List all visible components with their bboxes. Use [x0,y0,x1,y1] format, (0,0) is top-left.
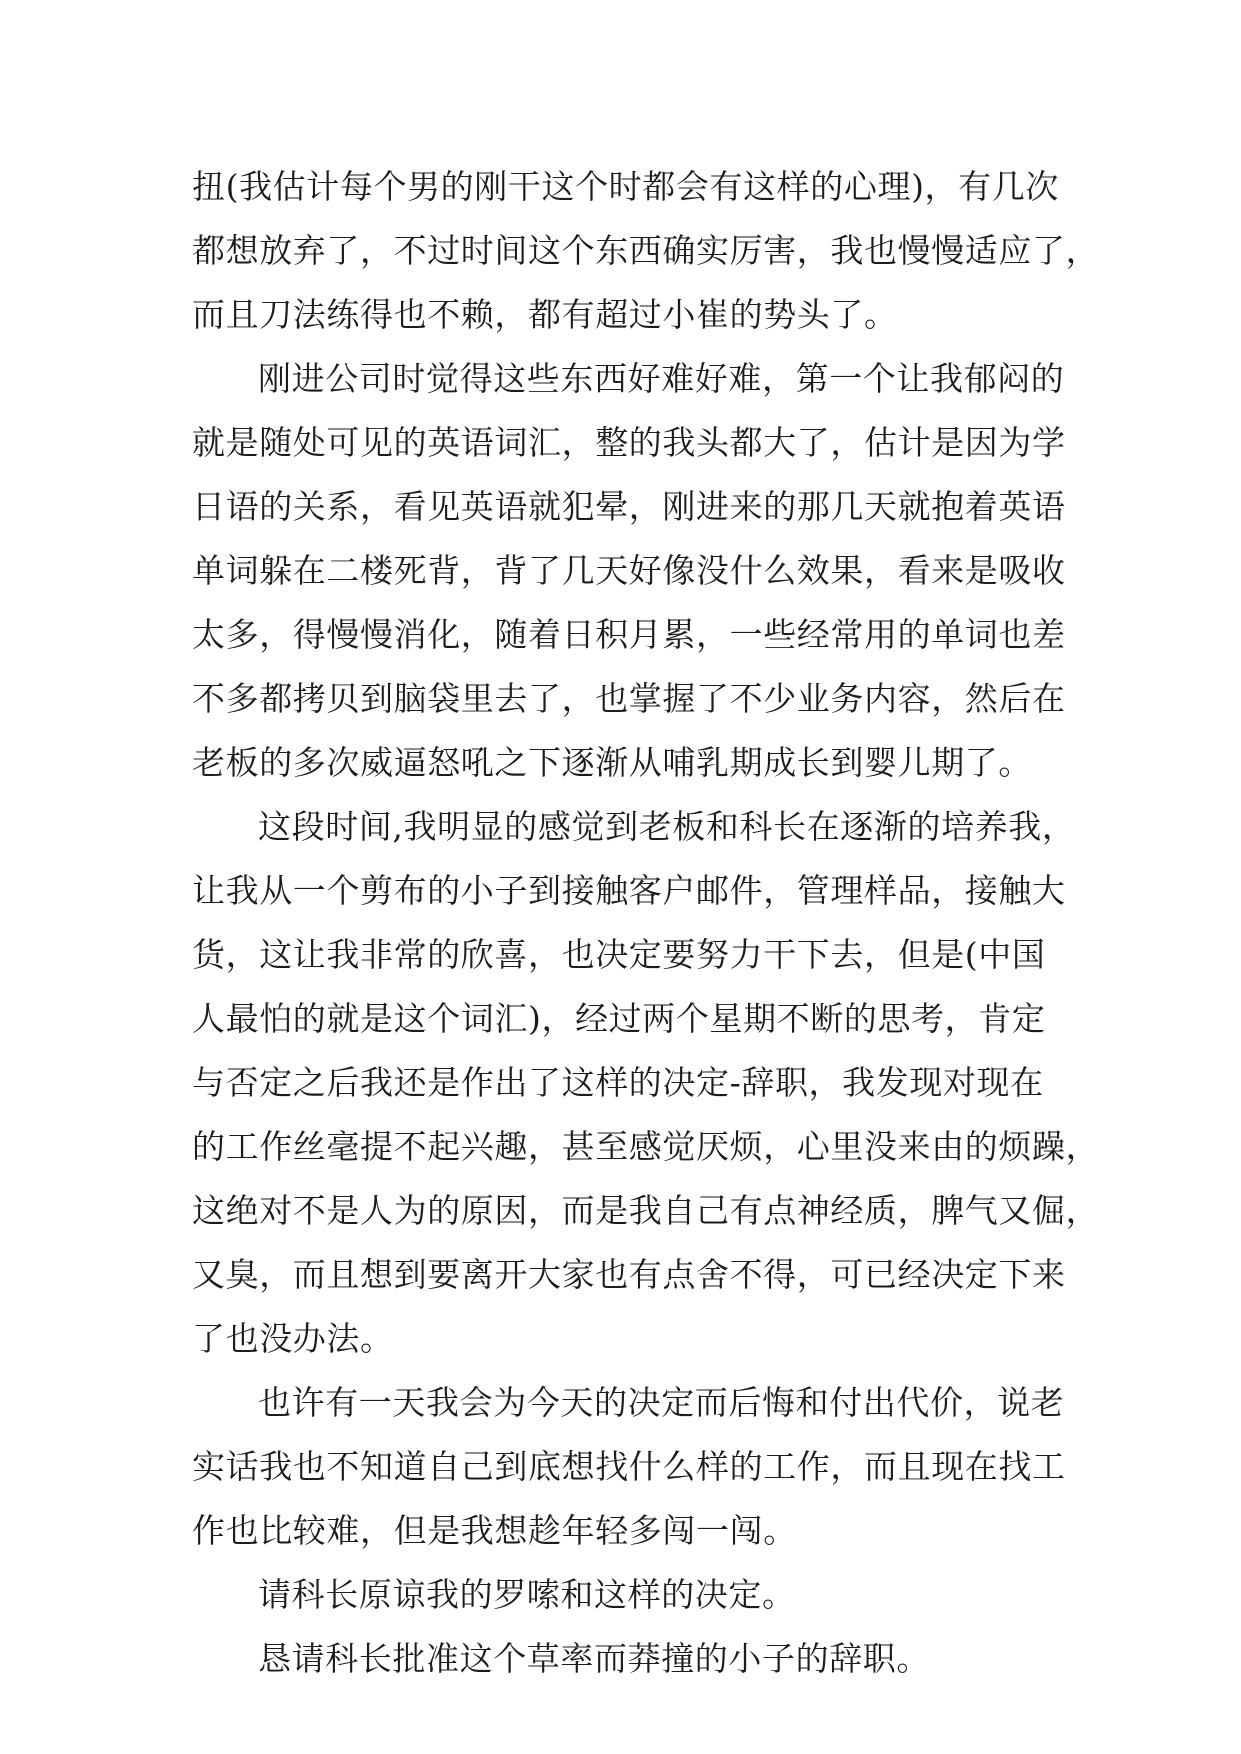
text-line: 请科长原谅我的罗嗦和这样的决定。 [258,1575,796,1614]
text-line: 实话我也不知道自己到底想找什么样的工作，而且现在找工 [192,1447,1066,1486]
text-line: 这段时间,我明显的感觉到老板和科长在逐渐的培养我， [258,807,1076,846]
text-line: 就是随处可见的英语词汇，整的我头都大了，估计是因为学 [192,423,1066,462]
text-line: 了也没办法。 [192,1319,394,1358]
text-line: 的工作丝毫提不起兴趣，甚至感觉厌烦，心里没来由的烦躁， [192,1127,1100,1166]
paragraph-1 [192,155,1100,347]
text-line: 而且刀法练得也不赖，都有超过小崔的势头了。 [192,295,898,334]
text-line: 太多，得慢慢消化，随着日积月累，一些经常用的单词也差 [192,615,1066,654]
text-line: 不多都拷贝到脑袋里去了，也掌握了不少业务内容，然后在 [192,679,1066,718]
paragraph-5 [192,1563,1058,1627]
text-line: 作也比较难，但是我想趁年轻多闯一闯。 [192,1511,797,1550]
paragraph-3 [192,795,1100,1371]
text-line: 都想放弃了，不过时间这个东西确实厉害，我也慢慢适应了， [192,231,1100,270]
text-line: 单词躲在二楼死背，背了几天好像没什么效果，看来是吸收 [192,551,1066,590]
paragraph-2 [192,347,1066,795]
text-line: 恳请科长批准这个草率而莽撞的小子的辞职。 [258,1639,930,1678]
letter-body [192,155,1100,1691]
text-line: 这绝对不是人为的原因，而是我自己有点神经质，脾气又倔， [192,1191,1100,1230]
text-line: 货，这让我非常的欣喜，也决定要努力干下去，但是(中国 [192,935,1046,974]
text-line: 又臭，而且想到要离开大家也有点舍不得，可已经决定下来 [192,1255,1066,1294]
text-line: 人最怕的就是这个词汇)，经过两个星期不断的思考，肯定 [192,999,1046,1038]
paragraph-4 [192,1371,1066,1563]
text-line: 扭(我估计每个男的刚干这个时都会有这样的心理)，有几次 [192,167,1059,206]
text-line: 老板的多次威逼怒吼之下逐渐从哺乳期成长到婴儿期了。 [192,743,1032,782]
text-line: 让我从一个剪布的小子到接触客户邮件，管理样品，接触大 [192,871,1066,910]
text-line: 也许有一天我会为今天的决定而后悔和付出代价，说老 [258,1383,1065,1422]
text-line: 与否定之后我还是作出了这样的决定-辞职，我发现对现在 [192,1063,1044,1102]
paragraph-6 [192,1627,1058,1691]
text-line: 日语的关系，看见英语就犯晕，刚进来的那几天就抱着英语 [192,487,1066,526]
text-line: 刚进公司时觉得这些东西好难好难，第一个让我郁闷的 [258,359,1065,398]
